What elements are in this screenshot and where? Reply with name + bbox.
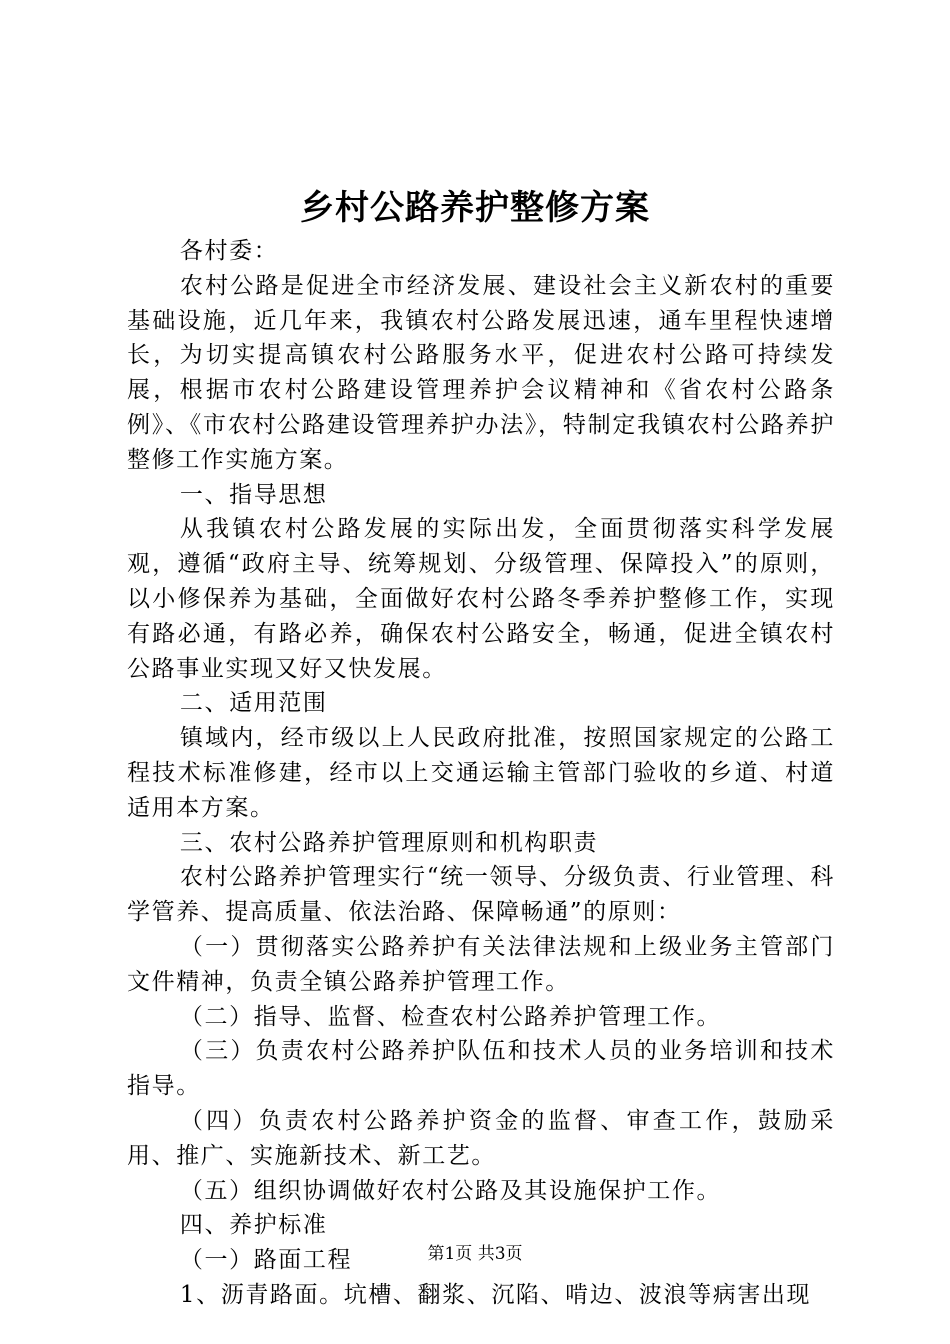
salutation: 各村委： — [179, 238, 279, 264]
duty-item-5: （五）组织协调做好农村公路及其设施保护工作。 — [179, 1177, 722, 1204]
paragraph-scope: 镇域内，经市级以上人民政府批准，按照国家规定的公路工程技术标准修建，经市以上交通运输主管部门验收的乡道、村道适用本方案。 — [127, 725, 835, 821]
duty-item-1: （一）贯彻落实公路养护有关法律法规和上级业务主管部门文件精神，负责全镇公路养护管理工作。 — [127, 933, 835, 995]
paragraph-guiding-ideology: 从我镇农村公路发展的实际出发，全面贯彻落实科学发展观，遵循“政府主导、统筹规划、分级管理、保障投入”的原则，以小修保养为基础，全面做好农村公路冬季养护整修工作，实现有路必通，有路必养，确保农村公路安全，畅通，促进全镇农村公路事业实现又好又快发展。 — [127, 516, 835, 682]
section-heading-2: 二、适用范围 — [179, 690, 328, 717]
document-body — [127, 234, 835, 1313]
page-footer: 第1页 共3页 — [427, 1244, 523, 1264]
duty-item-3: （三）负责农村公路养护队伍和技术人员的业务培训和技术指导。 — [127, 1038, 835, 1100]
section-heading-1: 一、指导思想 — [179, 481, 328, 508]
paragraph-intro: 农村公路是促进全市经济发展、建设社会主义新农村的重要基础设施，近几年来，我镇农村公路发展迅速，通车里程快速增长，为切实提高镇农村公路服务水平，促进农村公路可持续发展，根据市农村公路建设管理养护会议精神和《省农村公路条例》、《市农村公路建设管理养护办法》，特制定我镇农村公路养护整修工作实施方案。 — [127, 272, 835, 473]
section-heading-4: 四、养护标准 — [179, 1212, 328, 1239]
duty-item-2: （二）指导、监督、检查农村公路养护管理工作。 — [179, 1003, 722, 1030]
paragraph-principles: 农村公路养护管理实行“统一领导、分级负责、行业管理、科学管养、提高质量、依法治路、保障畅通”的原则： — [127, 864, 835, 926]
subsection-heading-road-surface: （一）路面工程 — [179, 1247, 353, 1274]
duty-item-4: （四）负责农村公路养护资金的监督、审查工作，鼓励采用、推广、实施新技术、新工艺。 — [127, 1107, 835, 1169]
paragraph-asphalt: 1、沥青路面。坑槽、翻浆、沉陷、啃边、波浪等病害出现 — [179, 1281, 812, 1308]
section-heading-3: 三、农村公路养护管理原则和机构职责 — [179, 829, 599, 856]
document-title: 乡村公路养护整修方案 — [300, 188, 650, 228]
